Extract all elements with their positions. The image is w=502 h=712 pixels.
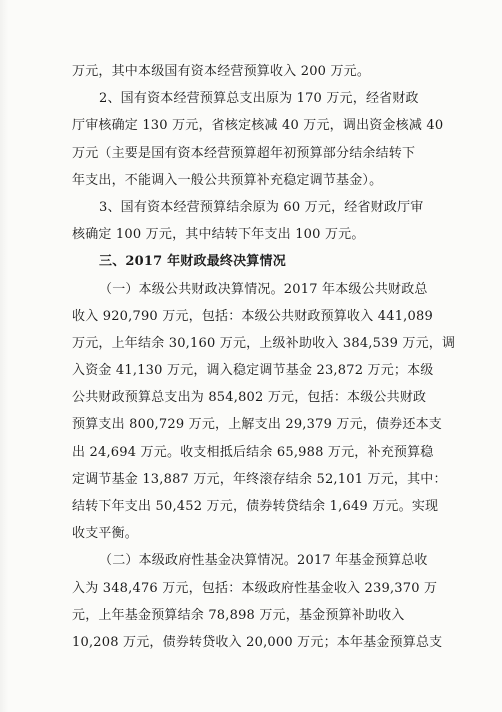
text-line: 3、国有资本经营预算结余原为 60 万元，经省财政厅审 [99,199,424,215]
text-line: 厅审核确定 130 万元，省核定核减 40 万元，调出资金核减 40 [72,118,444,134]
text-line: 万元（主要是国有资本经营预算超年初预算部分结余结转下 [72,145,416,161]
text-line: 定调节基金 13,887 万元，年终滚存结余 52,101 万元，其中： [72,471,447,487]
text-line: 2、国有资本经营预算总支出原为 170 万元，经省财政 [99,91,419,107]
text-line: 出 24,694 万元。收支相抵后结余 65,988 万元，补充预算稳 [72,444,434,460]
text-line: 收入 920,790 万元，包括：本级公共财政预算收入 441,089 [72,308,433,324]
text-line: 核确定 100 万元，其中结转下年支出 100 万元。 [72,227,365,243]
text-line: 结转下年支出 50,452 万元，债券转贷结余 1,649 万元。实现 [72,499,439,514]
text-line: 入为 348,476 万元，包括：本级政府性基金收入 239,370 万 [72,580,438,596]
page-edge-shadow [0,0,8,712]
text-line: 年支出，不能调入一般公共预算补充稳定调节基金）。 [72,172,383,188]
text-line: （一）本级公共财政决算情况。2017 年本级公共财政总 [99,281,428,297]
text-line: 10,208 万元，债券转贷收入 20,000 万元；本年基金预算总支 [72,634,443,650]
text-line: 万元，上年结余 30,160 万元，上级补助收入 384,539 万元，调 [72,335,456,351]
text-line: （二）本级政府性基金决算情况。2017 年基金预算总收 [99,553,428,569]
text-line: 收支平衡。 [72,526,139,542]
text-line: 入资金 41,130 万元，调入稳定调节基金 23,872 万元；本级 [72,363,434,379]
section-heading: 三、2017 年财政最终决算情况 [99,254,286,270]
text-line: 公共财政预算总支出为 854,802 万元，包括：本级公共财政 [72,390,427,406]
text-line: 万元，其中本级国有资本经营预算收入 200 万元。 [72,64,371,79]
document-body [72,58,456,656]
text-line: 元，上年基金预算结余 78,898 万元，基金预算补助收入 [72,607,405,623]
text-line: 预算支出 800,729 万元，上解支出 29,379 万元，债券还本支 [72,417,442,433]
